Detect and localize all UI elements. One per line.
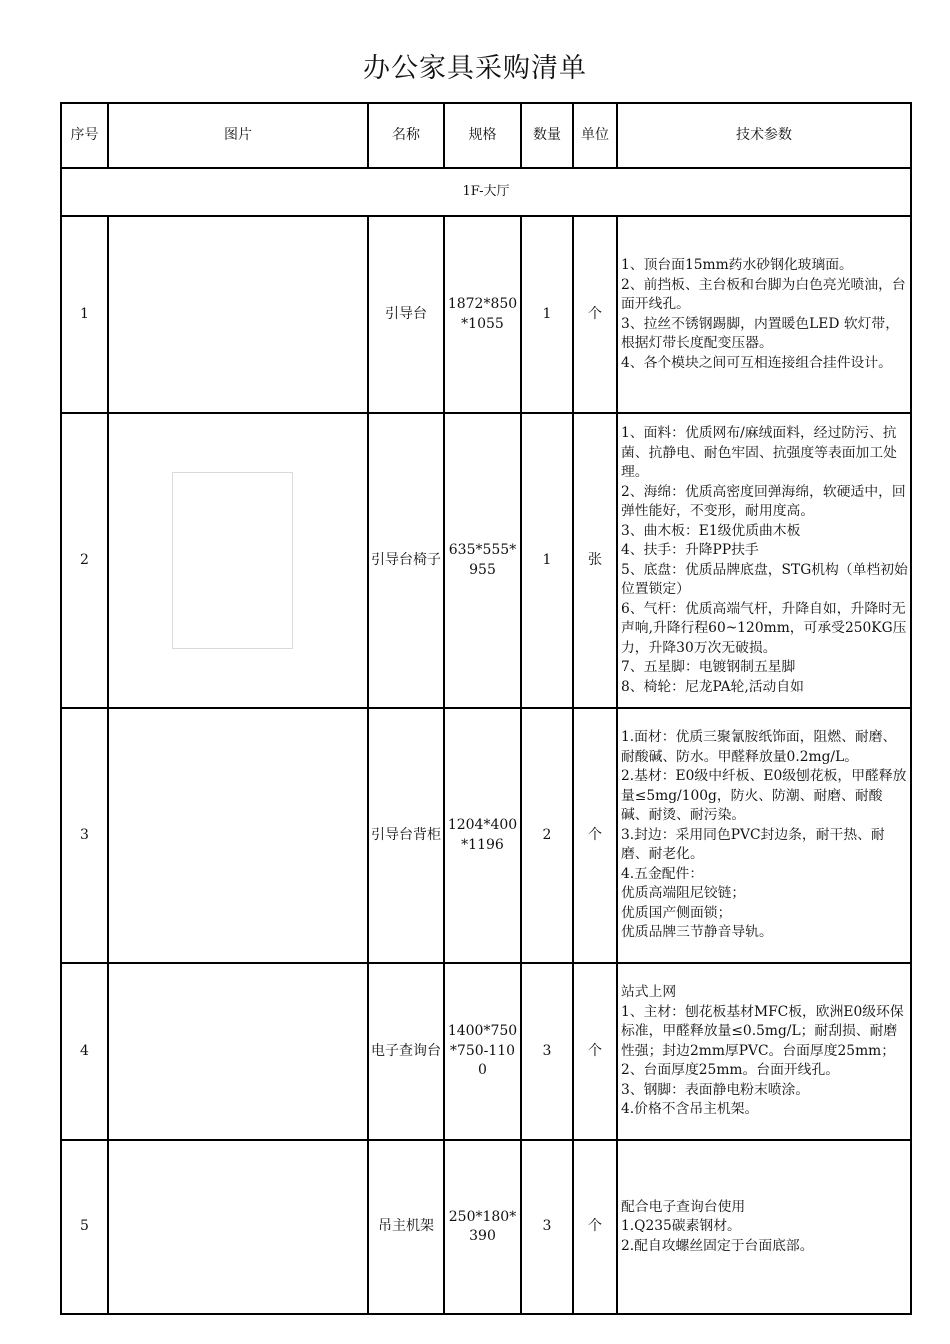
- param-line: 3.封边：采用同色PVC封边条，耐干热、耐磨、耐老化。: [621, 826, 885, 863]
- section-label: 1F-大厅: [61, 168, 911, 216]
- table-row: [61, 413, 911, 708]
- row-picture: [108, 963, 368, 1140]
- param-line: 2、前挡板、主台板和台脚为白色亮光喷油，台面开线孔。: [621, 276, 906, 312]
- param-line: 4.价格不含吊主机架。: [621, 1101, 759, 1118]
- row-unit: 个: [573, 963, 617, 1140]
- param-line: 1.面材：优质三聚氰胺纸饰面，阻燃、耐磨、耐酸碱、防水。甲醛释放量0.2mg/L。: [621, 729, 897, 765]
- param-line: 7、五星脚：电镀钢制五星脚: [621, 659, 796, 675]
- row-picture: [108, 413, 368, 708]
- table-row: [61, 708, 911, 963]
- param-line: 3、钢脚：表面静电粉末喷涂。: [621, 1081, 810, 1098]
- header-no: 序号: [61, 103, 108, 168]
- param-line: 2.配自攻螺丝固定于台面底部。: [621, 1237, 814, 1254]
- row-spec: 1872*850*1055: [444, 216, 521, 413]
- table-row: [61, 963, 911, 1140]
- param-line: 6、气杆：优质高端气杆，升降自如，升降时无声响,升降行程60~120mm，可承受250KG压力，升降30万次无破损。: [621, 600, 907, 656]
- row-qty: 3: [521, 963, 573, 1140]
- row-unit: 张: [573, 413, 617, 708]
- row-qty: 1: [521, 216, 573, 413]
- param-line: 2、海绵：优质高密度回弹海绵，软硬适中，回弹性能好，不变形，耐用度高。: [621, 483, 906, 519]
- row-no: 5: [61, 1140, 108, 1314]
- row-params: [617, 216, 911, 413]
- row-picture: [108, 708, 368, 963]
- row-qty: 3: [521, 1140, 573, 1314]
- row-no: 3: [61, 708, 108, 963]
- param-line: 2、台面厚度25mm。台面开线孔。: [621, 1062, 840, 1079]
- table-row: [61, 1140, 911, 1314]
- param-line: 1、主材：刨花板基材MFC板，欧洲E0级环保标准，甲醛释放量≤0.5mg/L；耐刮损、耐磨性强；封边2mm厚PVC。台面厚度25mm；: [621, 1003, 904, 1059]
- row-picture: [108, 216, 368, 413]
- row-name: 引导台: [368, 216, 444, 413]
- param-line: 站式上网: [621, 984, 677, 1001]
- row-params: [617, 413, 911, 708]
- param-line: 4.五金配件：: [621, 865, 704, 882]
- param-line: 3、曲木板：E1级优质曲木板: [621, 522, 801, 539]
- header-spec: 规格: [444, 103, 521, 168]
- param-line: 1、面料：优质网布/麻绒面料，经过防污、抗菌、抗静电、耐色牢固、抗强度等表面加工处理。: [621, 425, 897, 480]
- row-qty: 2: [521, 708, 573, 963]
- row-name: 引导台椅子: [368, 413, 444, 708]
- row-no: 1: [61, 216, 108, 413]
- param-line: 1、顶台面15mm药水砂钢化玻璃面。: [621, 257, 853, 273]
- row-spec: 1400*750*750-1100: [444, 963, 521, 1140]
- row-spec: 635*555*955: [444, 413, 521, 708]
- param-line: 1.Q235碳素钢材。: [621, 1218, 741, 1235]
- section-row: [61, 168, 911, 216]
- header-row: [61, 103, 911, 168]
- row-params: [617, 1140, 911, 1314]
- purchase-table: [60, 102, 912, 1315]
- header-picture: 图片: [108, 103, 368, 168]
- row-spec: 250*180*390: [444, 1140, 521, 1314]
- header-params: 技术参数: [617, 103, 911, 168]
- param-line: 8、椅轮：尼龙PA轮,活动自如: [621, 678, 804, 695]
- param-line: 2.基材：E0级中纤板、E0级刨花板，甲醛释放量≤5mg/100g，防火、防潮、耐磨、耐酸碱、耐烫、耐污染。: [621, 768, 907, 824]
- param-line: 3、拉丝不锈钢踢脚，内置暖色LED 软灯带，根据灯带长度配变压器。: [621, 315, 900, 351]
- row-spec: 1204*400*1196: [444, 708, 521, 963]
- row-params: [617, 708, 911, 963]
- row-no: 2: [61, 413, 108, 708]
- table-row: [61, 216, 911, 413]
- param-line: 优质高端阻尼铰链；: [621, 885, 746, 902]
- page-title: 办公家具采购清单: [363, 53, 587, 84]
- row-unit: 个: [573, 708, 617, 963]
- row-no: 4: [61, 963, 108, 1140]
- param-line: 配合电子查询台使用: [621, 1198, 746, 1215]
- row-name: 电子查询台: [368, 963, 444, 1140]
- param-line: 优质国产侧面锁；: [621, 904, 732, 921]
- row-qty: 1: [521, 413, 573, 708]
- product-image-placeholder: [172, 472, 293, 649]
- param-line: 5、底盘：优质品牌底盘，STG机构（单档初始位置锁定）: [621, 561, 908, 597]
- row-unit: 个: [573, 216, 617, 413]
- row-picture: [108, 1140, 368, 1314]
- header-qty: 数量: [521, 103, 573, 168]
- row-name: 引导台背柜: [368, 708, 444, 963]
- row-unit: 个: [573, 1140, 617, 1314]
- row-params: [617, 963, 911, 1140]
- row-name: 吊主机架: [368, 1140, 444, 1314]
- header-unit: 单位: [573, 103, 617, 168]
- param-line: 4、各个模块之间可互相连接组合挂件设计。: [621, 354, 892, 371]
- param-line: 4、扶手：升降PP扶手: [621, 542, 759, 558]
- header-name: 名称: [368, 103, 444, 168]
- param-line: 优质品牌三节静音导轨。: [621, 924, 773, 941]
